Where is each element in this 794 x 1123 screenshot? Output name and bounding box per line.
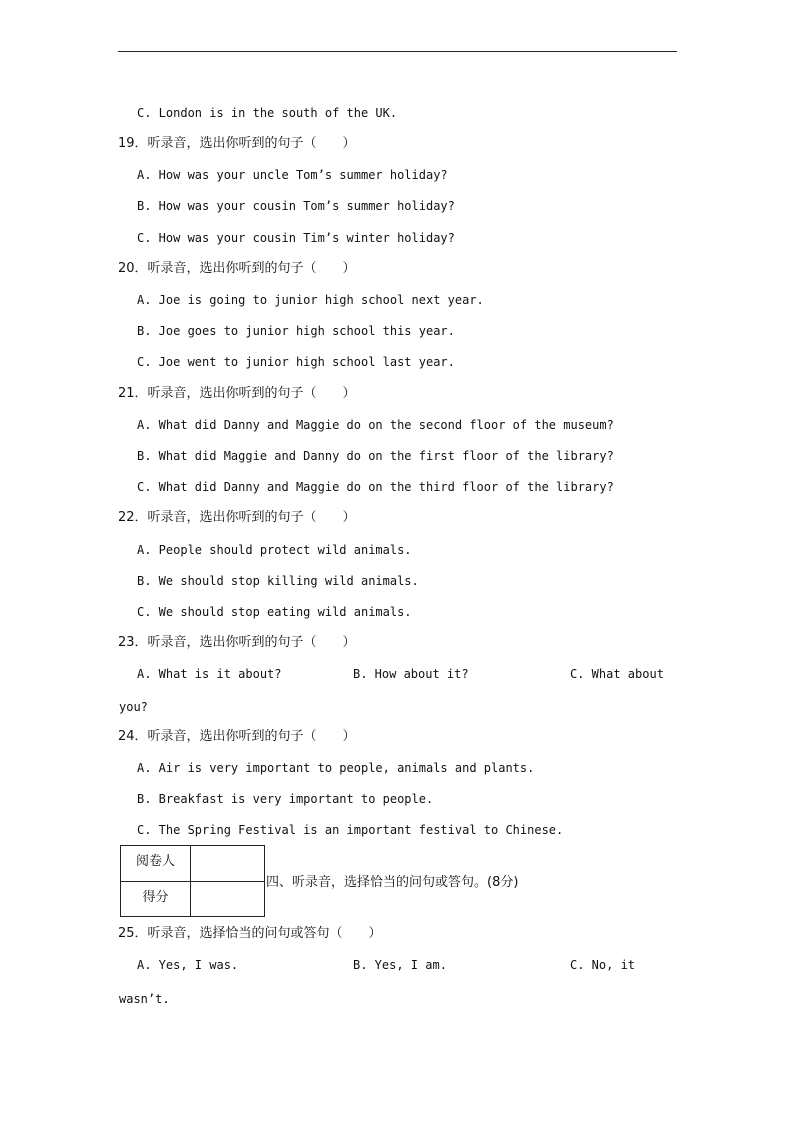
- q25-option-a: A. Yes, I was.: [137, 958, 239, 972]
- q24-option-c: C. The Spring Festival is an important festival to Chinese.: [137, 823, 564, 837]
- score-box-divider-v: [190, 846, 191, 916]
- q21-option-c: C. What did Danny and Maggie do on the third floor of the library?: [137, 480, 614, 494]
- q24-option-b: B. Breakfast is very important to people.: [137, 792, 434, 806]
- q23-option-c-continued: you?: [119, 700, 148, 714]
- q21-stem: 21．听录音，选出你听到的句子（ ）: [118, 386, 356, 401]
- q24-option-a: A. Air is very important to people, animals and plants.: [137, 761, 535, 775]
- q20-stem: 20．听录音，选出你听到的句子（ ）: [118, 261, 356, 276]
- q20-option-a: A. Joe is going to junior high school next year.: [137, 293, 484, 307]
- q19-option-c: C. How was your cousin Tim’s winter holiday?: [137, 231, 455, 245]
- q23-option-b: B. How about it?: [353, 667, 469, 681]
- q25-option-c-continued: wasn’t.: [119, 992, 170, 1006]
- q21-option-a: A. What did Danny and Maggie do on the second floor of the museum?: [137, 418, 614, 432]
- score-label: 得分: [142, 890, 169, 905]
- score-box: [120, 845, 265, 917]
- q23-option-c: C. What about: [570, 667, 664, 681]
- q25-option-b: B. Yes, I am.: [353, 958, 447, 972]
- q25-stem: 25．听录音，选择恰当的问句或答句（ ）: [118, 926, 382, 941]
- q18-option-c: C. London is in the south of the UK.: [137, 106, 398, 120]
- score-box-divider-h: [121, 881, 264, 882]
- q22-option-b: B. We should stop killing wild animals.: [137, 574, 419, 588]
- q23-stem: 23．听录音，选出你听到的句子（ ）: [118, 635, 356, 650]
- q24-stem: 24．听录音，选出你听到的句子（ ）: [118, 729, 356, 744]
- reviewer-label: 阅卷人: [135, 854, 175, 869]
- q19-stem: 19．听录音，选出你听到的句子（ ）: [118, 136, 356, 151]
- q20-option-c: C. Joe went to junior high school last year.: [137, 355, 455, 369]
- q22-stem: 22．听录音，选出你听到的句子（ ）: [118, 510, 356, 525]
- q19-option-a: A. How was your uncle Tom’s summer holiday?: [137, 168, 448, 182]
- q21-option-b: B. What did Maggie and Danny do on the first floor of the library?: [137, 449, 614, 463]
- header-rule: [118, 51, 677, 52]
- q22-option-c: C. We should stop eating wild animals.: [137, 605, 412, 619]
- q23-option-a: A. What is it about?: [137, 667, 282, 681]
- q20-option-b: B. Joe goes to junior high school this year.: [137, 324, 455, 338]
- q25-option-c: C. No, it: [570, 958, 636, 972]
- section-4-title: 四、听录音，选择恰当的问句或答句。(8分): [266, 875, 519, 890]
- q22-option-a: A. People should protect wild animals.: [137, 543, 412, 557]
- q19-option-b: B. How was your cousin Tom’s summer holiday?: [137, 199, 455, 213]
